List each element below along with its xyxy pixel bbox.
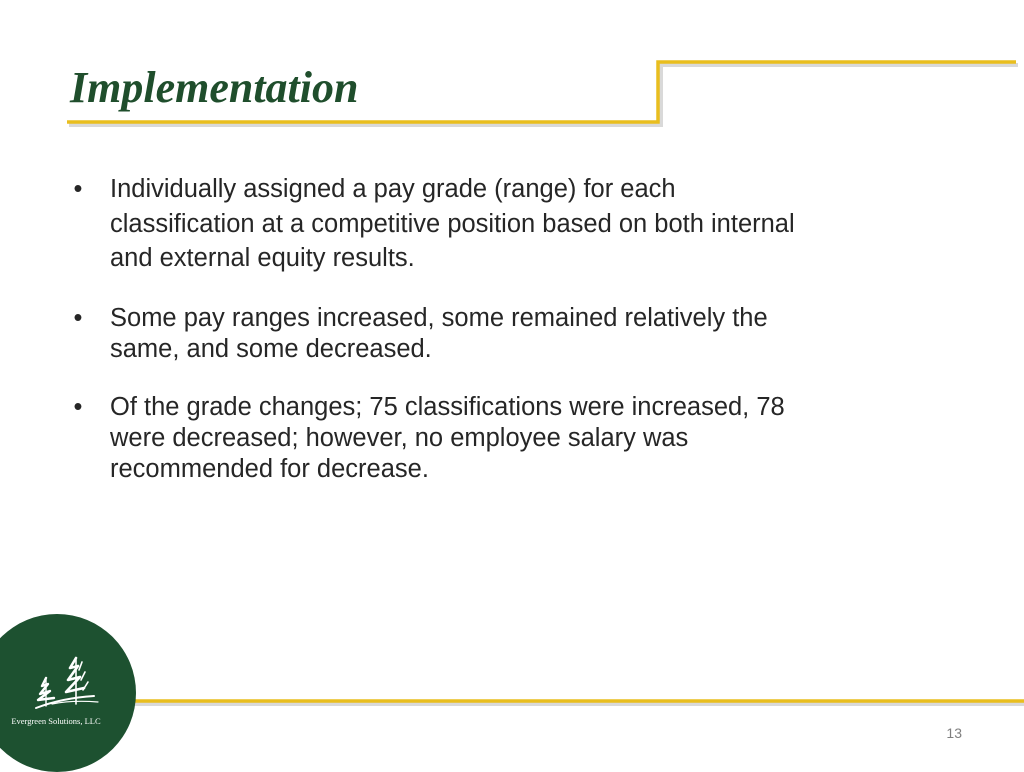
bullet-item: [68, 172, 888, 276]
page-number: 13: [946, 725, 962, 741]
bullet-line: Of the grade changes; 75 classifications were increased, 78: [110, 392, 785, 421]
bullet-list: [68, 172, 888, 485]
bullet-line: Individually assigned a pay grade (range) for each: [110, 175, 676, 203]
bullet-line: and external equity results.: [110, 244, 415, 272]
bullet-item: [68, 303, 888, 365]
logo-company-name: Evergreen Solutions, LLC: [11, 716, 101, 726]
evergreen-tree-logo-icon: [32, 654, 102, 712]
bullet-line: same, and some decreased.: [110, 334, 432, 363]
bullet-line: recommended for decrease.: [110, 454, 429, 483]
bullet-marker: •: [73, 303, 83, 332]
bullet-line: were decreased; however, no employee salary was: [110, 423, 689, 452]
slide-title: Implementation: [70, 63, 359, 112]
bullet-marker: •: [73, 392, 83, 421]
bullet-line: Some pay ranges increased, some remained relatively the: [110, 303, 768, 332]
bullet-marker: •: [73, 175, 83, 203]
bullet-item: [68, 392, 888, 485]
bullet-line: classification at a competitive position based on both internal: [110, 209, 795, 238]
